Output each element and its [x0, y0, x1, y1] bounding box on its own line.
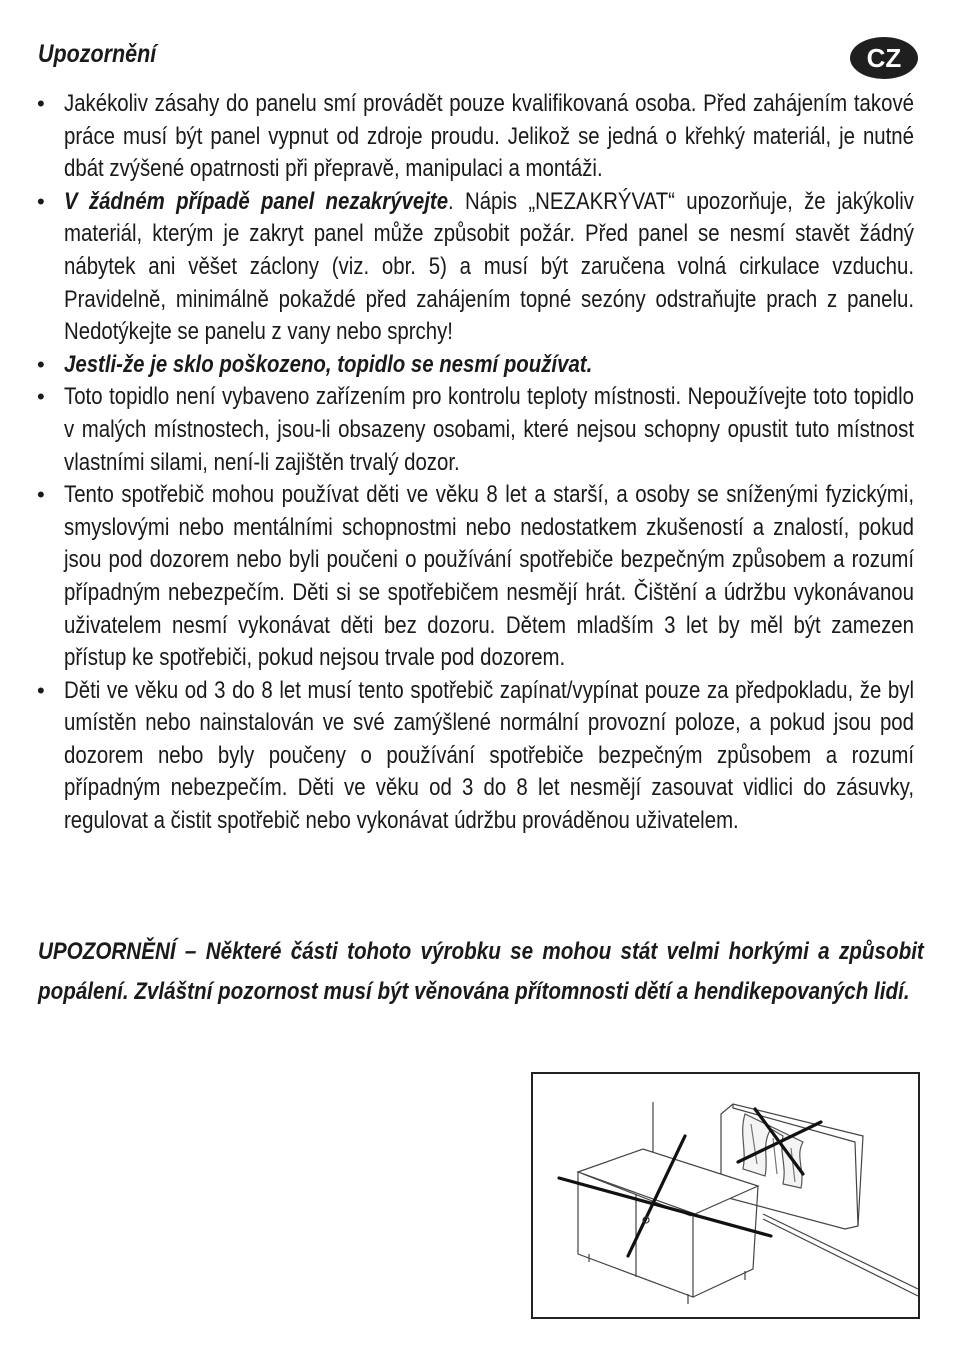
bullet-text: Tento spotřebič mohou používat děti ve věku 8 let a starší, a osoby se sníženými fyzickými, smyslovými nebo mentálními schopnostmi nebo nedostatkem zkušeností a znalostí, pokud jsou pod dozorem nebo byli poučeni o používání spotřebiče bezpečným způsobem a rozumí případným nebezpečím. Děti si se spotřebičem nesmějí hrát. Čištění a údržbu vykonávanou uživatelem nesmí vykonávat děti bez dozoru. Dětem mladším 3 let by měl být zamezen přístup ke spotřebiči, pokud nejsou trvale pod dozorem. — [64, 481, 914, 672]
safety-bullet-list — [0, 88, 954, 838]
bullet-dot-icon: • — [37, 677, 45, 703]
bullet-text: . Nápis „NEZAKRÝVAT“ upozorňuje, že jakýkoliv materiál, kterým je zakryt panel může způsobit požár. Před panel se nesmí stavět žádný nábytek ani věšet záclony (viz. obr. 5) a musí být zaručena volná cirkulace vzduchu. Pravidelně, minimálně pokaždé před zahájením topné sezóny odstraňujte prach z panelu. Nedotýkejte se panelu z vany nebo sprchy! — [64, 187, 914, 346]
bullet-dot-icon: • — [37, 384, 45, 410]
bullet-dot-icon: • — [37, 482, 45, 508]
bullet-item-5 — [37, 479, 914, 675]
bullet-text: Toto topidlo není vybaveno zařízením pro kontrolu teploty místnosti. Nepoužívejte toto topidlo v malých místnostech, jsou-li obsazeny osobami, které nejsou schopny opustit tuto místnost vlastními silami, není-li zajištěn trvalý dozor. — [64, 383, 914, 476]
figure-no-covering — [531, 1072, 920, 1319]
bullet-text: Jakékoliv zásahy do panelu smí provádět pouze kvalifikovaná osoba. Před zahájením takové práce musí být panel vypnut od zdroje proudu. Jelikož se jedná o křehký materiál, je nutné dbát zvýšené opatrnosti při přepravě, manipulaci a montáži. — [64, 90, 914, 183]
bullet-item-1 — [37, 88, 914, 186]
furniture-and-curtain-crossed-out-icon — [533, 1074, 918, 1317]
language-badge: CZ — [850, 37, 918, 79]
bullet-dot-icon: • — [37, 91, 45, 116]
bullet-item-3 — [37, 349, 914, 382]
bullet-item-6 — [37, 675, 914, 838]
bullet-dot-icon: • — [37, 351, 45, 377]
bullet-lead: Jestli-že je sklo poškozeno, topidlo se nesmí používat. — [64, 350, 593, 378]
hot-surface-warning: UPOZORNĚNÍ – Některé části tohoto výrobku se mohou stát velmi horkými a způsobit popálení. Zvláštní pozornost musí být věnována přítomnosti dětí a hendikepovaných lidí. — [38, 938, 924, 1005]
bullet-dot-icon: • — [37, 188, 45, 214]
bullet-lead: V žádném případě panel nezakrývejte — [64, 187, 449, 215]
bullet-item-2 — [37, 186, 914, 349]
bullet-item-4 — [37, 381, 914, 479]
page-title: Upozornění — [38, 40, 157, 68]
bullet-text: Děti ve věku od 3 do 8 let musí tento spotřebič zapínat/vypínat pouze za předpokladu, že byl umístěn nebo nainstalován ve své zamýšlené normální provozní poloze, a pokud jsou pod dozorem nebo byly poučeny o používání spotřebiče bezpečným způsobem a rozumí případným nebezpečím. Děti ve věku od 3 do 8 let nesmějí zasouvat vidlici do zásuvky, regulovat a čistit spotřebič nebo vykonávat údržbu prováděnou uživatelem. — [64, 676, 914, 835]
